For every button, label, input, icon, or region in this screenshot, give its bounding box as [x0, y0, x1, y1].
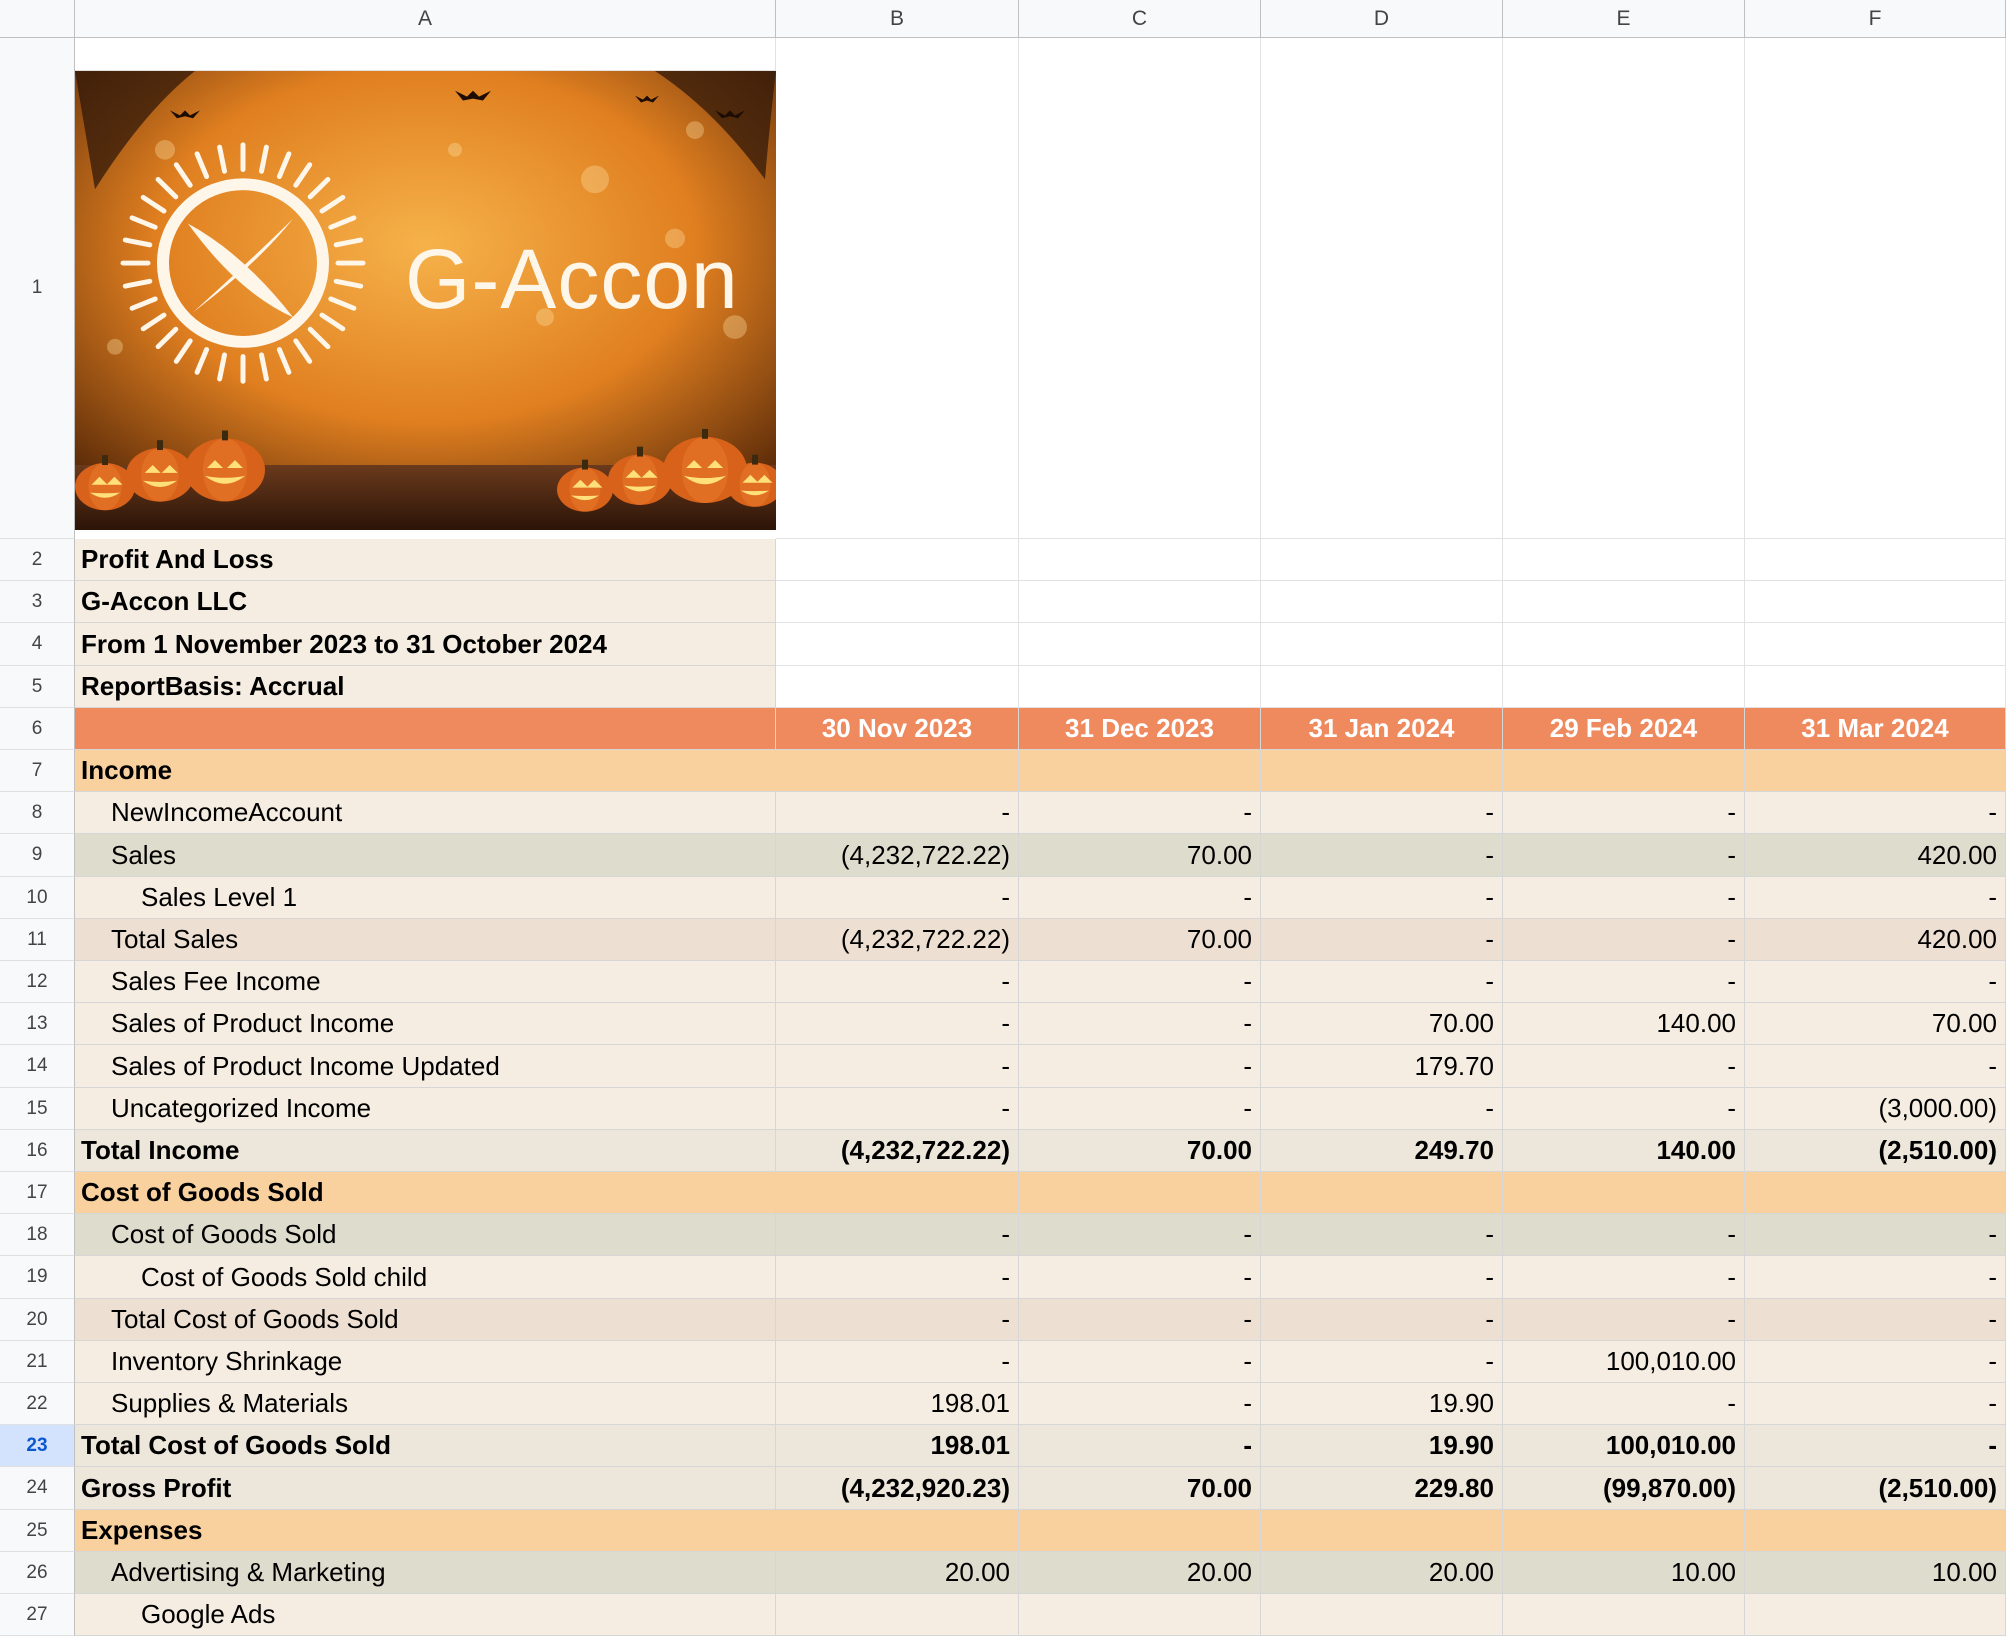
value-cell-b6[interactable]: 30 Nov 2023 [776, 708, 1019, 750]
column-header-f[interactable]: F [1745, 0, 2006, 38]
value-cell-c25[interactable] [1019, 1510, 1261, 1552]
value-cell-d20[interactable]: - [1261, 1299, 1503, 1341]
row-header-15[interactable]: 15 [0, 1088, 75, 1130]
value-cell-e23[interactable]: 100,010.00 [1503, 1425, 1745, 1467]
row-label-11[interactable]: Total Sales [75, 919, 776, 961]
value-cell-e21[interactable]: 100,010.00 [1503, 1341, 1745, 1383]
value-cell-e9[interactable]: - [1503, 834, 1745, 877]
value-cell-c17[interactable] [1019, 1172, 1261, 1214]
value-cell-b19[interactable]: - [776, 1256, 1019, 1299]
value-cell-c27[interactable] [1019, 1594, 1261, 1636]
column-header-d[interactable]: D [1261, 0, 1503, 38]
value-cell-f14[interactable]: - [1745, 1045, 2006, 1088]
value-cell-e19[interactable]: - [1503, 1256, 1745, 1299]
value-cell-d6[interactable]: 31 Jan 2024 [1261, 708, 1503, 750]
row-header-16[interactable]: 16 [0, 1130, 75, 1172]
empty-cell[interactable] [1019, 539, 1261, 581]
empty-cell[interactable] [1019, 38, 1261, 539]
row-header-18[interactable]: 18 [0, 1214, 75, 1256]
row-header-22[interactable]: 22 [0, 1383, 75, 1425]
row-header-14[interactable]: 14 [0, 1045, 75, 1088]
row-label-23[interactable]: Total Cost of Goods Sold [75, 1425, 776, 1467]
value-cell-b26[interactable]: 20.00 [776, 1552, 1019, 1594]
value-cell-e6[interactable]: 29 Feb 2024 [1503, 708, 1745, 750]
row-header-27[interactable]: 27 [0, 1594, 75, 1636]
value-cell-e22[interactable]: - [1503, 1383, 1745, 1425]
value-cell-f27[interactable] [1745, 1594, 2006, 1636]
halloween-banner-image [75, 71, 776, 530]
row-label-4[interactable]: From 1 November 2023 to 31 October 2024 [75, 623, 776, 666]
empty-cell[interactable] [1745, 666, 2006, 708]
value-cell-b8[interactable]: - [776, 792, 1019, 834]
value-cell-b27[interactable] [776, 1594, 1019, 1636]
empty-cell[interactable] [1019, 623, 1261, 666]
value-cell-f17[interactable] [1745, 1172, 2006, 1214]
row-header-6[interactable]: 6 [0, 708, 75, 750]
row-label-27[interactable]: Google Ads [75, 1594, 776, 1636]
value-cell-b17[interactable] [776, 1172, 1019, 1214]
empty-cell[interactable] [776, 581, 1019, 623]
value-cell-f18[interactable]: - [1745, 1214, 2006, 1256]
value-cell-f8[interactable]: - [1745, 792, 2006, 834]
value-cell-d11[interactable]: - [1261, 919, 1503, 961]
empty-cell[interactable] [1503, 666, 1745, 708]
empty-cell[interactable] [1503, 581, 1745, 623]
value-cell-c12[interactable]: - [1019, 961, 1261, 1003]
row-label-15[interactable]: Uncategorized Income [75, 1088, 776, 1130]
row-header-19[interactable]: 19 [0, 1256, 75, 1299]
value-cell-e16[interactable]: 140.00 [1503, 1130, 1745, 1172]
row-header-21[interactable]: 21 [0, 1341, 75, 1383]
empty-cell[interactable] [75, 38, 776, 71]
value-cell-e25[interactable] [1503, 1510, 1745, 1552]
empty-cell[interactable] [776, 623, 1019, 666]
value-cell-c15[interactable]: - [1019, 1088, 1261, 1130]
row-header-7[interactable]: 7 [0, 750, 75, 792]
value-cell-d23[interactable]: 19.90 [1261, 1425, 1503, 1467]
empty-cell[interactable] [776, 539, 1019, 581]
value-cell-e8[interactable]: - [1503, 792, 1745, 834]
value-cell-c26[interactable]: 20.00 [1019, 1552, 1261, 1594]
row-header-3[interactable]: 3 [0, 581, 75, 623]
value-cell-b21[interactable]: - [776, 1341, 1019, 1383]
row-label-3[interactable]: G-Accon LLC [75, 581, 776, 623]
value-cell-d25[interactable] [1261, 1510, 1503, 1552]
value-cell-d27[interactable] [1261, 1594, 1503, 1636]
value-cell-b16[interactable]: (4,232,722.22) [776, 1130, 1019, 1172]
column-header-e[interactable]: E [1503, 0, 1745, 38]
value-cell-f26[interactable]: 10.00 [1745, 1552, 2006, 1594]
value-cell-e17[interactable] [1503, 1172, 1745, 1214]
value-cell-d14[interactable]: 179.70 [1261, 1045, 1503, 1088]
value-cell-d17[interactable] [1261, 1172, 1503, 1214]
value-cell-c21[interactable]: - [1019, 1341, 1261, 1383]
value-cell-e10[interactable]: - [1503, 877, 1745, 919]
row-header-11[interactable]: 11 [0, 919, 75, 961]
empty-cell[interactable] [1503, 539, 1745, 581]
value-cell-d8[interactable]: - [1261, 792, 1503, 834]
value-cell-c11[interactable]: 70.00 [1019, 919, 1261, 961]
row-label-7[interactable]: Income [75, 750, 776, 792]
value-cell-b24[interactable]: (4,232,920.23) [776, 1467, 1019, 1510]
value-cell-b18[interactable]: - [776, 1214, 1019, 1256]
value-cell-b15[interactable]: - [776, 1088, 1019, 1130]
value-cell-b11[interactable]: (4,232,722.22) [776, 919, 1019, 961]
row-header-26[interactable]: 26 [0, 1552, 75, 1594]
empty-cell[interactable] [1261, 539, 1503, 581]
value-cell-d26[interactable]: 20.00 [1261, 1552, 1503, 1594]
value-cell-c16[interactable]: 70.00 [1019, 1130, 1261, 1172]
row-label-22[interactable]: Supplies & Materials [75, 1383, 776, 1425]
empty-cell[interactable] [776, 38, 1019, 539]
row-header-23[interactable]: 23 [0, 1425, 75, 1467]
empty-cell[interactable] [1261, 666, 1503, 708]
row-header-2[interactable]: 2 [0, 539, 75, 581]
row-header-25[interactable]: 25 [0, 1510, 75, 1552]
value-cell-e15[interactable]: - [1503, 1088, 1745, 1130]
value-cell-d24[interactable]: 229.80 [1261, 1467, 1503, 1510]
row-label-20[interactable]: Total Cost of Goods Sold [75, 1299, 776, 1341]
row-label-8[interactable]: NewIncomeAccount [75, 792, 776, 834]
row-label-26[interactable]: Advertising & Marketing [75, 1552, 776, 1594]
value-cell-b22[interactable]: 198.01 [776, 1383, 1019, 1425]
value-cell-f25[interactable] [1745, 1510, 2006, 1552]
row-label-10[interactable]: Sales Level 1 [75, 877, 776, 919]
value-cell-d21[interactable]: - [1261, 1341, 1503, 1383]
value-cell-b23[interactable]: 198.01 [776, 1425, 1019, 1467]
value-cell-d10[interactable]: - [1261, 877, 1503, 919]
value-cell-e7[interactable] [1503, 750, 1745, 792]
row-header-1[interactable]: 1 [0, 38, 75, 539]
empty-cell[interactable] [1261, 581, 1503, 623]
row-header-12[interactable]: 12 [0, 961, 75, 1003]
value-cell-c23[interactable]: - [1019, 1425, 1261, 1467]
empty-cell[interactable] [1503, 623, 1745, 666]
value-cell-d22[interactable]: 19.90 [1261, 1383, 1503, 1425]
value-cell-f21[interactable]: - [1745, 1341, 2006, 1383]
row-header-20[interactable]: 20 [0, 1299, 75, 1341]
row-header-5[interactable]: 5 [0, 666, 75, 708]
row-label-13[interactable]: Sales of Product Income [75, 1003, 776, 1045]
value-cell-f11[interactable]: 420.00 [1745, 919, 2006, 961]
empty-cell[interactable] [1261, 38, 1503, 539]
value-cell-b13[interactable]: - [776, 1003, 1019, 1045]
value-cell-b7[interactable] [776, 750, 1019, 792]
row-label-25[interactable]: Expenses [75, 1510, 776, 1552]
row-label-12[interactable]: Sales Fee Income [75, 961, 776, 1003]
value-cell-c8[interactable]: - [1019, 792, 1261, 834]
value-cell-e13[interactable]: 140.00 [1503, 1003, 1745, 1045]
column-header-b[interactable]: B [776, 0, 1019, 38]
value-cell-e24[interactable]: (99,870.00) [1503, 1467, 1745, 1510]
row-label-24[interactable]: Gross Profit [75, 1467, 776, 1510]
row-label-5[interactable]: ReportBasis: Accrual [75, 666, 776, 708]
value-cell-c13[interactable]: - [1019, 1003, 1261, 1045]
value-cell-c10[interactable]: - [1019, 877, 1261, 919]
value-cell-e18[interactable]: - [1503, 1214, 1745, 1256]
empty-cell[interactable] [1019, 666, 1261, 708]
value-cell-c9[interactable]: 70.00 [1019, 834, 1261, 877]
value-cell-c6[interactable]: 31 Dec 2023 [1019, 708, 1261, 750]
value-cell-f10[interactable]: - [1745, 877, 2006, 919]
value-cell-e12[interactable]: - [1503, 961, 1745, 1003]
value-cell-f12[interactable]: - [1745, 961, 2006, 1003]
value-cell-d15[interactable]: - [1261, 1088, 1503, 1130]
row-header-24[interactable]: 24 [0, 1467, 75, 1510]
value-cell-f20[interactable]: - [1745, 1299, 2006, 1341]
value-cell-f23[interactable]: - [1745, 1425, 2006, 1467]
row-label-9[interactable]: Sales [75, 834, 776, 877]
value-cell-f9[interactable]: 420.00 [1745, 834, 2006, 877]
value-cell-f6[interactable]: 31 Mar 2024 [1745, 708, 2006, 750]
value-cell-c7[interactable] [1019, 750, 1261, 792]
value-cell-f24[interactable]: (2,510.00) [1745, 1467, 2006, 1510]
value-cell-f7[interactable] [1745, 750, 2006, 792]
row-label-14[interactable]: Sales of Product Income Updated [75, 1045, 776, 1088]
value-cell-b20[interactable]: - [776, 1299, 1019, 1341]
value-cell-d18[interactable]: - [1261, 1214, 1503, 1256]
value-cell-c22[interactable]: - [1019, 1383, 1261, 1425]
row-label-18[interactable]: Cost of Goods Sold [75, 1214, 776, 1256]
empty-cell[interactable] [776, 666, 1019, 708]
row-label-16[interactable]: Total Income [75, 1130, 776, 1172]
value-cell-d19[interactable]: - [1261, 1256, 1503, 1299]
value-cell-e27[interactable] [1503, 1594, 1745, 1636]
value-cell-f13[interactable]: 70.00 [1745, 1003, 2006, 1045]
empty-cell[interactable] [1745, 581, 2006, 623]
row-header-8[interactable]: 8 [0, 792, 75, 834]
value-cell-d7[interactable] [1261, 750, 1503, 792]
value-cell-f15[interactable]: (3,000.00) [1745, 1088, 2006, 1130]
row-label-19[interactable]: Cost of Goods Sold child [75, 1256, 776, 1299]
row-header-10[interactable]: 10 [0, 877, 75, 919]
value-cell-e26[interactable]: 10.00 [1503, 1552, 1745, 1594]
value-cell-d12[interactable]: - [1261, 961, 1503, 1003]
empty-cell[interactable] [1019, 581, 1261, 623]
row-header-4[interactable]: 4 [0, 623, 75, 666]
value-cell-f19[interactable]: - [1745, 1256, 2006, 1299]
value-cell-b10[interactable]: - [776, 877, 1019, 919]
row-header-17[interactable]: 17 [0, 1172, 75, 1214]
empty-cell[interactable] [1745, 623, 2006, 666]
row-header-9[interactable]: 9 [0, 834, 75, 877]
row-header-13[interactable]: 13 [0, 1003, 75, 1045]
empty-cell[interactable] [1261, 623, 1503, 666]
value-cell-b14[interactable]: - [776, 1045, 1019, 1088]
value-cell-d16[interactable]: 249.70 [1261, 1130, 1503, 1172]
value-cell-c18[interactable]: - [1019, 1214, 1261, 1256]
value-cell-b9[interactable]: (4,232,722.22) [776, 834, 1019, 877]
value-cell-c20[interactable]: - [1019, 1299, 1261, 1341]
empty-cell[interactable] [1745, 539, 2006, 581]
value-cell-c14[interactable]: - [1019, 1045, 1261, 1088]
empty-cell[interactable] [1745, 38, 2006, 539]
value-cell-e14[interactable]: - [1503, 1045, 1745, 1088]
value-cell-f16[interactable]: (2,510.00) [1745, 1130, 2006, 1172]
row-label-21[interactable]: Inventory Shrinkage [75, 1341, 776, 1383]
value-cell-d9[interactable]: - [1261, 834, 1503, 877]
value-cell-d13[interactable]: 70.00 [1261, 1003, 1503, 1045]
value-cell-c24[interactable]: 70.00 [1019, 1467, 1261, 1510]
empty-cell[interactable] [1503, 38, 1745, 539]
value-cell-e20[interactable]: - [1503, 1299, 1745, 1341]
row-label-2[interactable]: Profit And Loss [75, 539, 776, 581]
value-cell-e11[interactable]: - [1503, 919, 1745, 961]
value-cell-f22[interactable]: - [1745, 1383, 2006, 1425]
row-label-17[interactable]: Cost of Goods Sold [75, 1172, 776, 1214]
column-header-c[interactable]: C [1019, 0, 1261, 38]
value-cell-b25[interactable] [776, 1510, 1019, 1552]
row-label-6[interactable] [75, 708, 776, 750]
banner-logo-text: G-Accon [405, 232, 739, 326]
value-cell-b12[interactable]: - [776, 961, 1019, 1003]
value-cell-c19[interactable]: - [1019, 1256, 1261, 1299]
column-header-a[interactable]: A [75, 0, 776, 38]
select-all-corner[interactable] [0, 0, 75, 38]
